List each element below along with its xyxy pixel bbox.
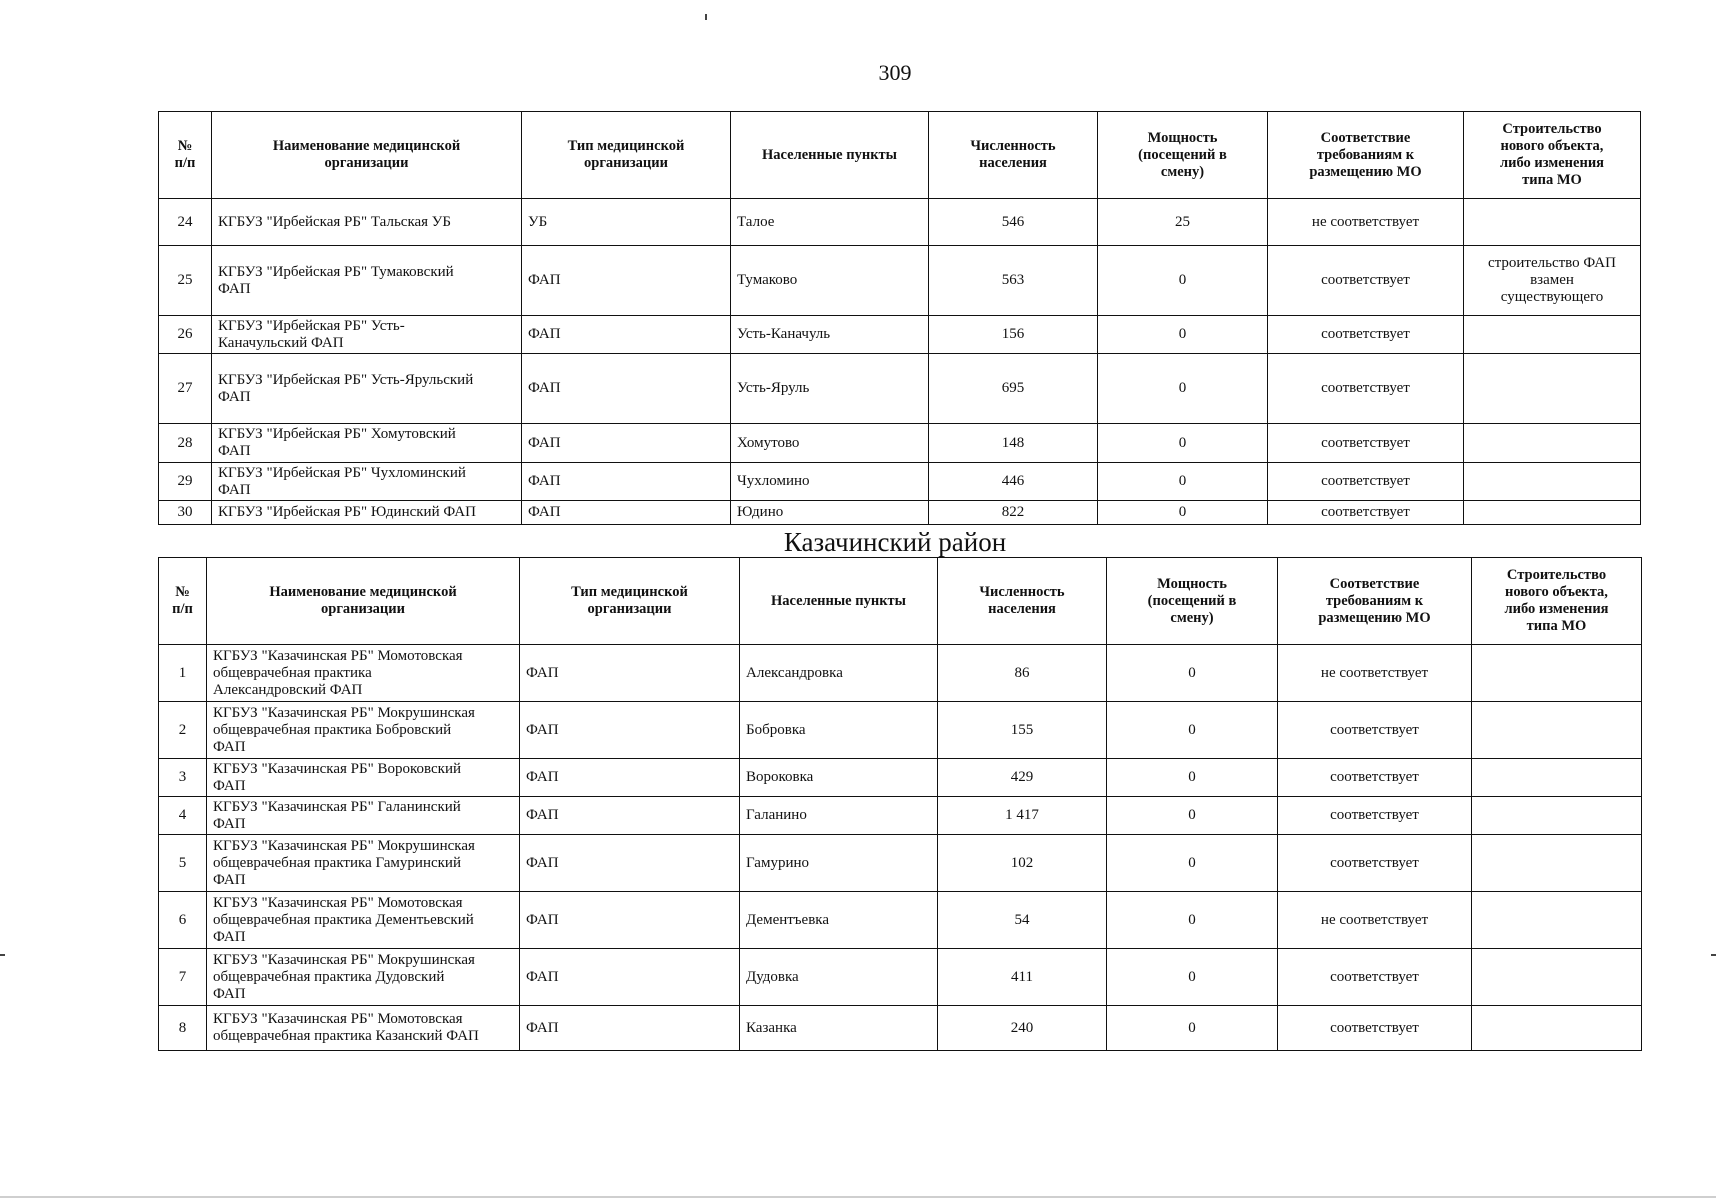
cell-organization-name: КГБУЗ "Казачинская РБ" Мокрушинская общеврачебная практика Гамуринский ФАП: [207, 835, 520, 892]
cell-construction: [1472, 797, 1642, 835]
cell-compliance: соответствует: [1268, 463, 1464, 501]
table-row: [159, 1006, 1642, 1051]
cell-population: 695: [929, 354, 1098, 424]
cell-settlement: Дементъевка: [740, 892, 938, 949]
facilities-table-irbey: [158, 111, 1641, 525]
cell-population: 102: [938, 835, 1107, 892]
cell-capacity: 0: [1098, 246, 1268, 316]
cell-construction: [1464, 501, 1641, 525]
cell-organization-name: КГБУЗ "Ирбейская РБ" Тальская УБ: [212, 199, 522, 246]
cell-settlement: Вороковка: [740, 759, 938, 797]
cell-settlement: Галанино: [740, 797, 938, 835]
table-row: [159, 892, 1642, 949]
cell-compliance: соответствует: [1268, 424, 1464, 463]
cell-population: 546: [929, 199, 1098, 246]
cell-num: 24: [159, 199, 212, 246]
cell-population: 155: [938, 702, 1107, 759]
cell-capacity: 0: [1098, 354, 1268, 424]
cell-capacity: 0: [1107, 645, 1278, 702]
scan-edge-mark: [1711, 954, 1716, 956]
cell-organization-type: ФАП: [520, 702, 740, 759]
cell-compliance: не соответствует: [1278, 892, 1472, 949]
cell-settlement: Талое: [731, 199, 929, 246]
cell-num: 29: [159, 463, 212, 501]
cell-organization-type: ФАП: [520, 759, 740, 797]
cell-organization-name: КГБУЗ "Ирбейская РБ" Усть- Каначульский ФАП: [212, 316, 522, 354]
cell-population: 411: [938, 949, 1107, 1006]
table-row: [159, 354, 1641, 424]
cell-capacity: 0: [1107, 835, 1278, 892]
cell-construction: строительство ФАП взамен существующего: [1464, 246, 1641, 316]
cell-compliance: соответствует: [1278, 949, 1472, 1006]
cell-capacity: 0: [1107, 759, 1278, 797]
cell-organization-type: ФАП: [520, 892, 740, 949]
cell-capacity: 0: [1098, 463, 1268, 501]
scan-edge-mark: [0, 954, 5, 956]
header-name: Наименование медицинской организации: [212, 112, 522, 199]
cell-organization-type: ФАП: [520, 797, 740, 835]
cell-capacity: 0: [1107, 702, 1278, 759]
cell-compliance: соответствует: [1278, 1006, 1472, 1051]
cell-population: 1 417: [938, 797, 1107, 835]
cell-settlement: Дудовка: [740, 949, 938, 1006]
cell-construction: [1472, 759, 1642, 797]
table-row: [159, 424, 1641, 463]
cell-num: 26: [159, 316, 212, 354]
cell-population: 822: [929, 501, 1098, 525]
table-row: [159, 759, 1642, 797]
header-compliance: Соответствие требованиям к размещению МО: [1278, 558, 1472, 645]
cell-settlement: Гамурино: [740, 835, 938, 892]
cell-organization-name: КГБУЗ "Казачинская РБ" Момотовская общеврачебная практика Казанский ФАП: [207, 1006, 520, 1051]
header-type: Тип медицинской организации: [522, 112, 731, 199]
cell-compliance: соответствует: [1268, 501, 1464, 525]
cell-num: 4: [159, 797, 207, 835]
cell-capacity: 0: [1098, 424, 1268, 463]
cell-population: 148: [929, 424, 1098, 463]
table-row: [159, 797, 1642, 835]
cell-organization-type: ФАП: [522, 501, 731, 525]
cell-organization-type: УБ: [522, 199, 731, 246]
table-row: [159, 949, 1642, 1006]
header-name: Наименование медицинской организации: [207, 558, 520, 645]
cell-capacity: 0: [1107, 1006, 1278, 1051]
cell-settlement: Тумаково: [731, 246, 929, 316]
cell-population: 54: [938, 892, 1107, 949]
cell-organization-name: КГБУЗ "Казачинская РБ" Мокрушинская общеврачебная практика Дудовский ФАП: [207, 949, 520, 1006]
cell-settlement: Усть-Яруль: [731, 354, 929, 424]
cell-capacity: 25: [1098, 199, 1268, 246]
table-row: [159, 246, 1641, 316]
table-row: [159, 702, 1642, 759]
cell-num: 1: [159, 645, 207, 702]
cell-construction: [1472, 1006, 1642, 1051]
cell-construction: [1464, 354, 1641, 424]
cell-population: 563: [929, 246, 1098, 316]
cell-settlement: Казанка: [740, 1006, 938, 1051]
cell-organization-name: КГБУЗ "Казачинская РБ" Момотовская общеврачебная практика Дементьевский ФАП: [207, 892, 520, 949]
cell-construction: [1464, 463, 1641, 501]
cell-construction: [1472, 835, 1642, 892]
cell-organization-name: КГБУЗ "Ирбейская РБ" Чухломинский ФАП: [212, 463, 522, 501]
cell-organization-type: ФАП: [522, 424, 731, 463]
cell-organization-type: ФАП: [520, 835, 740, 892]
cell-settlement: Хомутово: [731, 424, 929, 463]
district-title: Казачинский район: [783, 527, 1007, 557]
cell-num: 2: [159, 702, 207, 759]
cell-capacity: 0: [1107, 892, 1278, 949]
cell-construction: [1464, 424, 1641, 463]
cell-organization-name: КГБУЗ "Ирбейская РБ" Хомутовский ФАП: [212, 424, 522, 463]
cell-settlement: Юдино: [731, 501, 929, 525]
header-settlements: Населенные пункты: [740, 558, 938, 645]
cell-organization-name: КГБУЗ "Ирбейская РБ" Тумаковский ФАП: [212, 246, 522, 316]
cell-settlement: Бобровка: [740, 702, 938, 759]
header-num: № п/п: [159, 112, 212, 199]
cell-organization-name: КГБУЗ "Ирбейская РБ" Усть-Ярульский ФАП: [212, 354, 522, 424]
header-capacity: Мощность (посещений в смену): [1107, 558, 1278, 645]
cell-num: 25: [159, 246, 212, 316]
cell-num: 5: [159, 835, 207, 892]
cell-capacity: 0: [1098, 316, 1268, 354]
cell-compliance: соответствует: [1268, 316, 1464, 354]
cell-organization-type: ФАП: [522, 246, 731, 316]
cell-settlement: Усть-Каначуль: [731, 316, 929, 354]
cell-construction: [1464, 316, 1641, 354]
cell-construction: [1472, 702, 1642, 759]
scan-edge-mark: [0, 1196, 1716, 1198]
cell-organization-name: КГБУЗ "Казачинская РБ" Галанинский ФАП: [207, 797, 520, 835]
cell-organization-name: КГБУЗ "Казачинская РБ" Момотовская общеврачебная практика Александровский ФАП: [207, 645, 520, 702]
cell-construction: [1464, 199, 1641, 246]
cell-num: 3: [159, 759, 207, 797]
cell-capacity: 0: [1098, 501, 1268, 525]
facilities-table-kazachinsk: [158, 557, 1642, 1051]
cell-num: 30: [159, 501, 212, 525]
cell-population: 429: [938, 759, 1107, 797]
cell-organization-name: КГБУЗ "Ирбейская РБ" Юдинский ФАП: [212, 501, 522, 525]
header-type: Тип медицинской организации: [520, 558, 740, 645]
table-row: [159, 199, 1641, 246]
header-compliance: Соответствие требованиям к размещению МО: [1268, 112, 1464, 199]
cell-compliance: соответствует: [1268, 246, 1464, 316]
page-number: 309: [878, 60, 912, 85]
table-header-row: [159, 558, 1642, 645]
cell-num: 6: [159, 892, 207, 949]
cell-population: 156: [929, 316, 1098, 354]
cell-compliance: соответствует: [1278, 835, 1472, 892]
cell-construction: [1472, 645, 1642, 702]
cell-population: 446: [929, 463, 1098, 501]
table-header-row: [159, 112, 1641, 199]
cell-num: 28: [159, 424, 212, 463]
cell-organization-type: ФАП: [520, 645, 740, 702]
cell-num: 8: [159, 1006, 207, 1051]
cell-organization-name: КГБУЗ "Казачинская РБ" Мокрушинская общеврачебная практика Бобровский ФАП: [207, 702, 520, 759]
table-row: [159, 463, 1641, 501]
cell-num: 27: [159, 354, 212, 424]
cell-compliance: соответствует: [1268, 354, 1464, 424]
cell-construction: [1472, 892, 1642, 949]
scan-edge-mark: [705, 14, 707, 20]
cell-capacity: 0: [1107, 949, 1278, 1006]
header-num: № п/п: [159, 558, 207, 645]
table-row: [159, 316, 1641, 354]
cell-organization-name: КГБУЗ "Казачинская РБ" Вороковский ФАП: [207, 759, 520, 797]
cell-settlement: Чухломино: [731, 463, 929, 501]
cell-compliance: соответствует: [1278, 702, 1472, 759]
header-construction: Строительство нового объекта, либо изменения типа МО: [1464, 112, 1641, 199]
cell-compliance: соответствует: [1278, 759, 1472, 797]
header-settlements: Населенные пункты: [731, 112, 929, 199]
cell-organization-type: ФАП: [520, 949, 740, 1006]
cell-compliance: не соответствует: [1268, 199, 1464, 246]
cell-organization-type: ФАП: [522, 316, 731, 354]
cell-num: 7: [159, 949, 207, 1006]
cell-settlement: Александровка: [740, 645, 938, 702]
cell-construction: [1472, 949, 1642, 1006]
cell-capacity: 0: [1107, 797, 1278, 835]
cell-compliance: не соответствует: [1278, 645, 1472, 702]
header-population: Численность населения: [938, 558, 1107, 645]
header-population: Численность населения: [929, 112, 1098, 199]
cell-population: 86: [938, 645, 1107, 702]
cell-organization-type: ФАП: [522, 354, 731, 424]
table-row: [159, 501, 1641, 525]
table-row: [159, 835, 1642, 892]
cell-compliance: соответствует: [1278, 797, 1472, 835]
header-capacity: Мощность (посещений в смену): [1098, 112, 1268, 199]
header-construction: Строительство нового объекта, либо изменения типа МО: [1472, 558, 1642, 645]
cell-organization-type: ФАП: [520, 1006, 740, 1051]
cell-organization-type: ФАП: [522, 463, 731, 501]
table-row: [159, 645, 1642, 702]
cell-population: 240: [938, 1006, 1107, 1051]
